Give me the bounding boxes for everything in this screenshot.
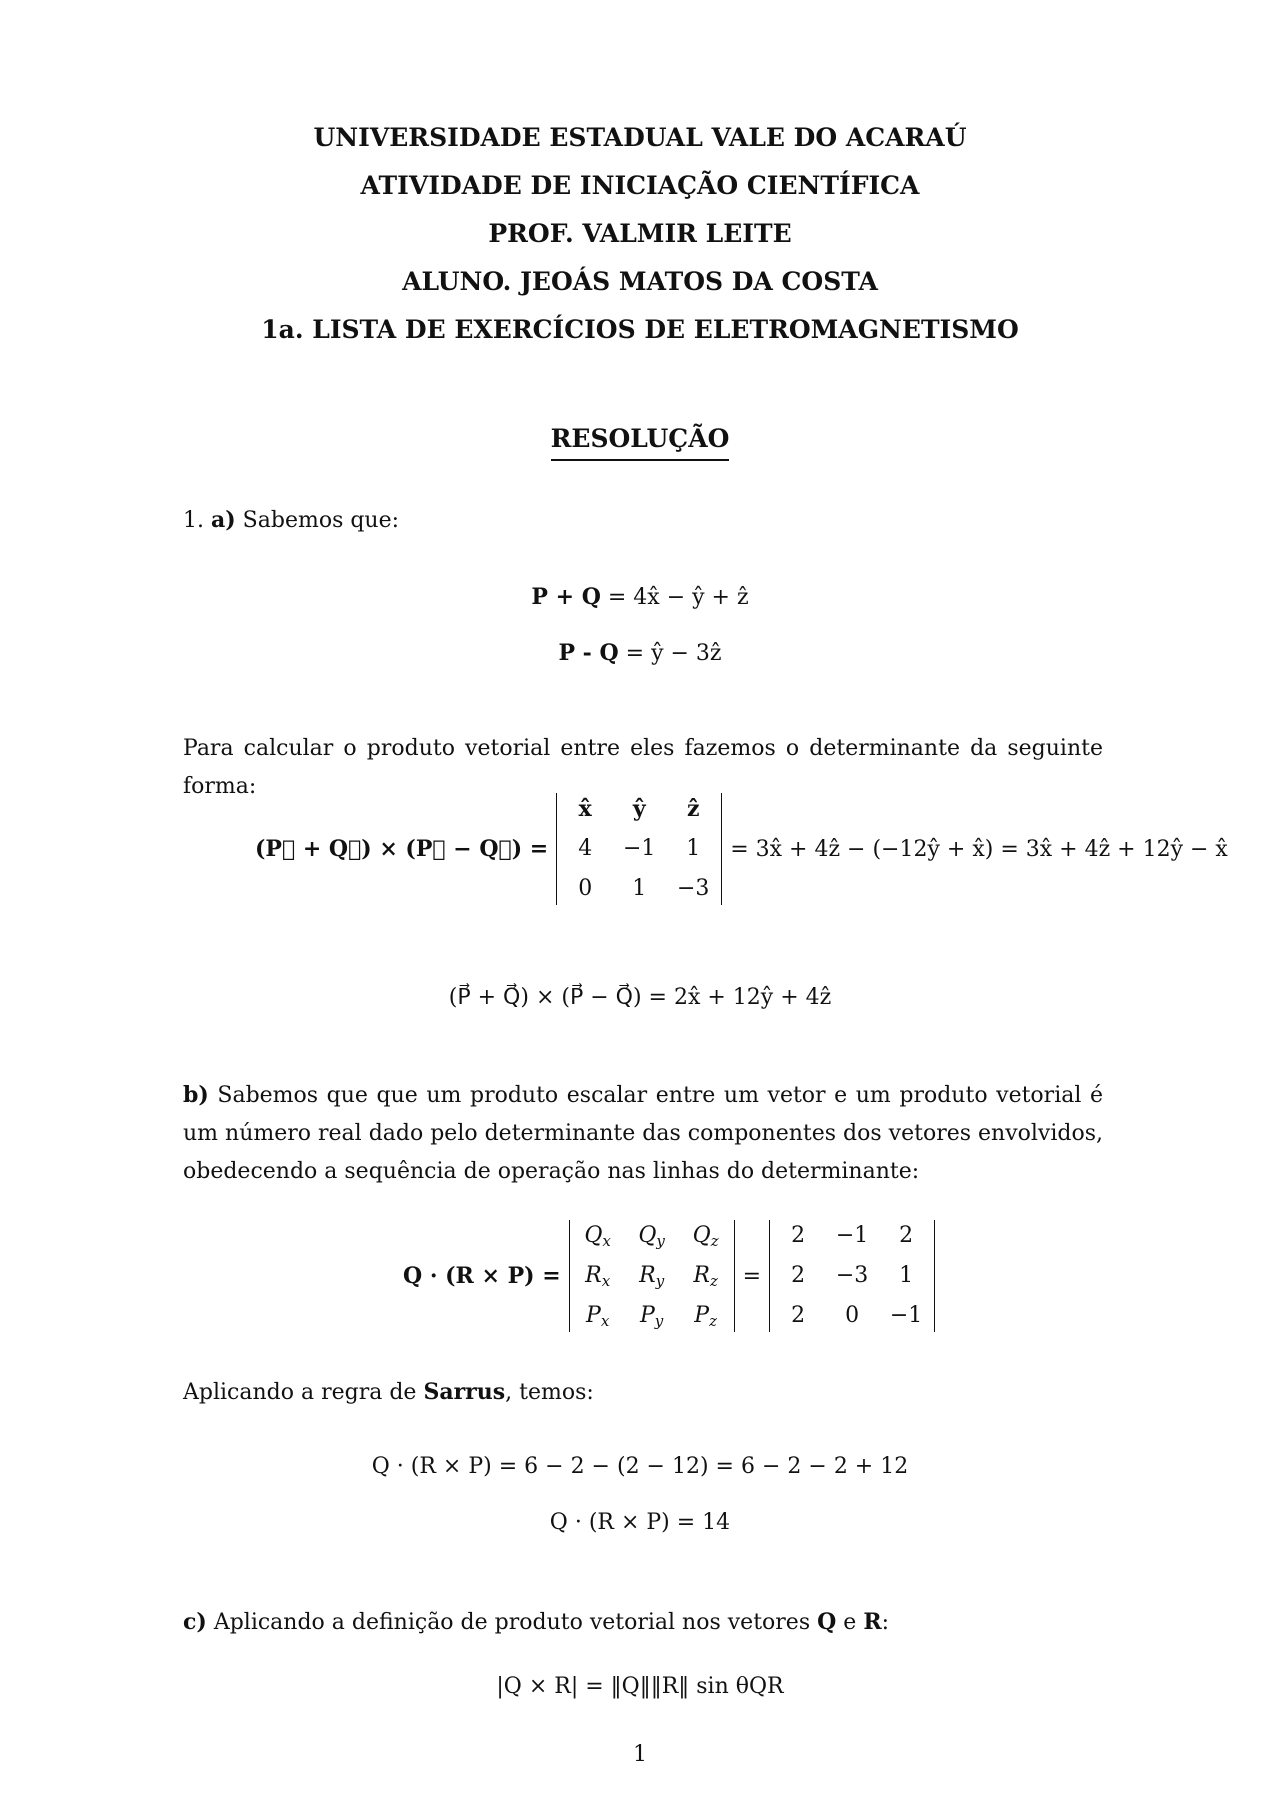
det-cell: 0 (845, 1303, 860, 1328)
det-cell: −1 (835, 1223, 869, 1248)
det-cell: ŷ (632, 796, 646, 822)
q1a-eq-sum (0, 584, 1280, 610)
q1b-eq-result: Q · (R × P) = 14 (549, 1510, 731, 1535)
det-cell: 2 (791, 1263, 806, 1288)
det-cell: $R_z$ (693, 1263, 718, 1290)
q1a-intro (183, 501, 1103, 540)
q1c-vec-q: Q (817, 1609, 837, 1635)
det-cell: $P_z$ (694, 1303, 717, 1330)
det-cell: −1 (623, 836, 656, 861)
q1a-intro-text: Sabemos que: (242, 508, 400, 533)
q1a-det-lhs: (P⃗ + Q⃗) × (P⃗ − Q⃗) = (255, 836, 549, 862)
q1b-det-lhs: Q · (R × P) = (403, 1263, 561, 1289)
q1a-eq-diff (0, 640, 1280, 666)
q1c-formula: |Q × R| = ‖Q‖‖R‖ sin θQR (496, 1674, 784, 1699)
section-title-wrapper (0, 424, 1280, 461)
det-cell: −3 (835, 1263, 869, 1288)
q1a-number: 1. (183, 508, 204, 533)
q1a-eq-sum-rhs: = 4x̂ − ŷ + ẑ (607, 585, 749, 610)
q1b-sarrus-post: , temos: (505, 1380, 594, 1405)
q1a-determinant (556, 793, 722, 905)
q1a-label: a) (211, 507, 236, 533)
q1c-text-post: : (881, 1610, 890, 1635)
det-cell: $P_x$ (586, 1303, 610, 1330)
q1b-equals: = (742, 1263, 762, 1289)
det-cell: x̂ (578, 796, 592, 822)
q1c-text-pre: Aplicando a definição de produto vetorial nos vetores (213, 1610, 811, 1635)
q1c-vec-r: R (863, 1609, 882, 1635)
q1a-eq-diff-rhs: = ŷ − 3ẑ (625, 641, 722, 666)
q1b-symbolic-determinant (569, 1220, 735, 1332)
q1b-sarrus-line (183, 1373, 1103, 1412)
q1b-determinant-equation (403, 1220, 935, 1332)
det-cell: −1 (889, 1303, 923, 1328)
det-cell: $R_x$ (585, 1263, 611, 1290)
det-cell: ẑ (686, 796, 700, 822)
det-cell: $P_y$ (639, 1303, 664, 1330)
det-cell: 4 (578, 836, 593, 861)
q1b-text: Sabemos que que um produto escalar entre um vetor e um produto vetorial é um número real dado pelo determinante das componentes dos vetores envolvidos, obedecendo a sequência de operação nas linhas do determinante: (183, 1083, 1103, 1184)
q1c-paragraph (183, 1603, 1103, 1642)
q1b-numeric-determinant (769, 1220, 935, 1332)
det-cell: 2 (899, 1223, 914, 1248)
q1a-result: (P⃗ + Q⃗) × (P⃗ − Q⃗) = 2x̂ + 12ŷ + 4ẑ (448, 985, 832, 1010)
q1c-label: c) (183, 1609, 207, 1635)
det-cell: $Q_x$ (584, 1223, 611, 1250)
q1c-conj: e (843, 1610, 857, 1635)
det-cell: 1 (686, 836, 701, 861)
det-cell: 2 (791, 1223, 806, 1248)
section-title: RESOLUÇÃO (551, 424, 730, 461)
det-cell: $R_y$ (639, 1263, 665, 1290)
det-cell: 1 (632, 876, 647, 901)
header-university: UNIVERSIDADE ESTADUAL VALE DO ACARAÚ (313, 123, 967, 152)
q1a-paragraph: Para calcular o produto vetorial entre eles fazemos o determinante da seguinte forma: (183, 736, 1103, 799)
header-activity: ATIVIDADE DE INICIAÇÃO CIENTÍFICA (360, 171, 920, 200)
header-list-title: 1a. LISTA DE EXERCÍCIOS DE ELETROMAGNETISMO (261, 315, 1019, 344)
q1b-paragraph (183, 1076, 1103, 1191)
q1a-det-rhs: = 3x̂ + 4ẑ − (−12ŷ + x̂) = 3x̂ + 4ẑ + 12ŷ − x̂ (730, 836, 1228, 862)
q1b-label: b) (183, 1082, 209, 1108)
page-number: 1 (633, 1742, 647, 1767)
q1a-eq-diff-lhs: P - Q (558, 640, 619, 666)
q1b-eq-expansion: Q · (R × P) = 6 − 2 − (2 − 12) = 6 − 2 − 2 + 12 (371, 1454, 909, 1479)
header-student: ALUNO. JEOÁS MATOS DA COSTA (402, 267, 878, 296)
det-cell: 1 (899, 1263, 914, 1288)
q1a-determinant-equation (255, 793, 1228, 905)
q1a-eq-sum-lhs: P + Q (531, 584, 601, 610)
q1b-sarrus-name: Sarrus (423, 1379, 506, 1405)
header-professor: PROF. VALMIR LEITE (488, 219, 792, 248)
det-cell: $Q_z$ (692, 1223, 719, 1250)
det-cell: $Q_y$ (638, 1223, 665, 1250)
det-cell: 0 (578, 876, 593, 901)
det-cell: 2 (791, 1303, 806, 1328)
det-cell: −3 (677, 876, 710, 901)
q1b-sarrus-pre: Aplicando a regra de (183, 1380, 417, 1405)
